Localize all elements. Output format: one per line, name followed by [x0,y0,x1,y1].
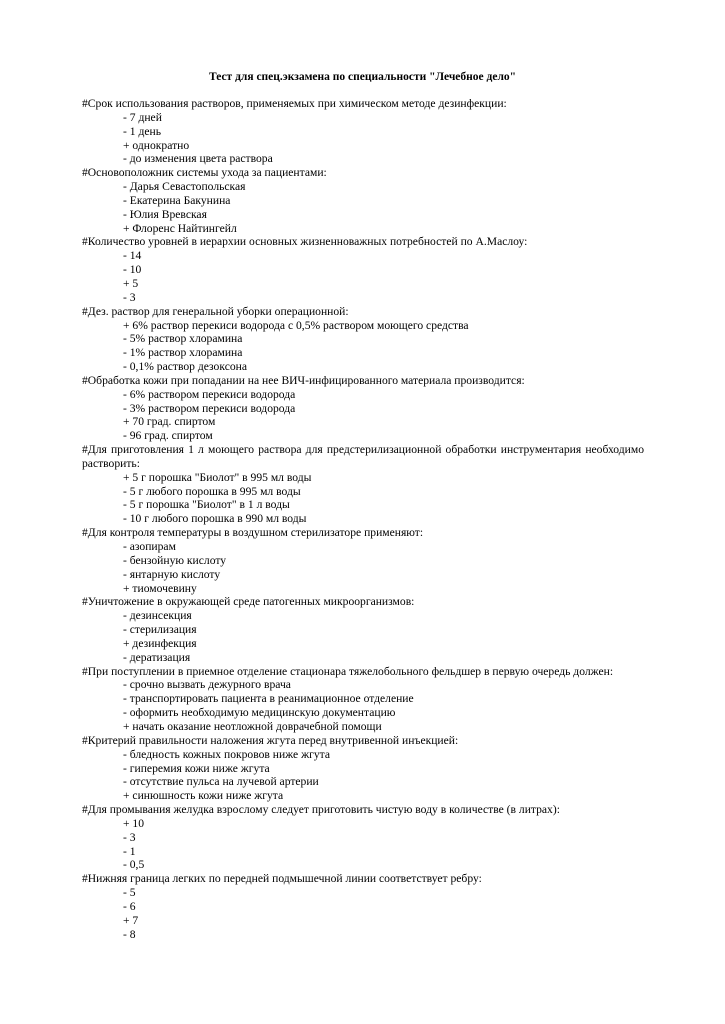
answer-option: - 3 [123,830,136,844]
question-text: #Уничтожение в окружающей среде патогенных микроорганизмов: [82,595,415,609]
answer-option: - 5 г порошка "Биолот" в 1 л воды [123,498,290,512]
answer-option: + Флоренс Найтингейл [123,221,237,235]
question-text: #Срок использования растворов, применяемых при химическом методе дезинфекции: [82,97,507,110]
answer-option: + 5 г порошка "Биолот" в 995 мл воды [123,470,312,484]
question-block [82,97,644,166]
answer-option: - 1% раствор хлорамина [123,346,243,360]
answer-option: - стерилизация [123,623,197,637]
answer-option: - 1 день [123,124,161,138]
answer-option: - 8 [123,927,136,941]
answer-option: - 3% раствором перекиси водорода [123,401,296,415]
answer-option: - янтарную кислоту [123,567,221,581]
answer-option: + 7 [123,913,139,927]
question-block [82,803,644,872]
question-text: #Критерий правильности наложения жгута перед внутривенной инъекцией: [82,733,459,747]
answer-option: + 5 [123,276,139,290]
answer-option: - 1 [123,844,136,858]
question-block [82,166,644,235]
answer-option: - 5 [123,886,136,900]
question-block [82,595,644,664]
question-text: #Для приготовления 1 л моющего раствора для предстерилизационной обработки инструментария необходимо растворить: [82,443,644,470]
answer-option: - 0,1% раствор дезоксона [123,360,247,374]
question-text: #Количество уровней в иерархии основных жизненноважных потребностей по А.Маслоу: [82,235,528,249]
question-block [82,526,644,595]
answer-option: - дезинсекция [123,609,192,623]
answer-option: - оформить необходимую медицинскую документацию [123,706,396,720]
question-text: #При поступлении в приемное отделение стационара тяжелобольного фельдшер в первую очередь должен: [82,664,614,678]
answer-option: + однократно [123,138,190,152]
answer-option: - 6 [123,899,136,913]
answer-option: + 70 град. спиртом [123,415,216,429]
question-text: #Основоположник системы ухода за пациентами: [82,166,327,180]
question-block [82,665,644,734]
question-text: #Дез. раствор для генеральной уборки операционной: [82,304,349,318]
answer-option: - 0,5 [123,858,145,872]
question-block [82,235,644,304]
question-block [82,734,644,803]
question-text: #Нижняя граница легких по передней подмышечной линии соответствует ребру: [82,872,482,886]
answer-option: + 6% раствор перекиси водорода с 0,5% раствором моющего средства [123,318,469,332]
answer-option: + дезинфекция [123,636,197,650]
answer-option: - 6% раствором перекиси водорода [123,387,296,401]
question-text: #Для промывания желудка взрослому следует приготовить чистую воду в количестве (в литрах): [82,803,560,817]
answer-option: - Дарья Севастопольская [123,180,246,194]
answer-option: + синюшность кожи ниже жгута [123,789,284,803]
question-text: #Для контроля температуры в воздушном стерилизаторе применяют: [82,526,424,540]
question-text: #Обработка кожи при попадании на нее ВИЧ-инфицированного материала производится: [82,373,525,387]
answer-option: - 10 г любого порошка в 990 мл воды [123,512,307,526]
question-block [82,374,644,443]
answer-option: - Юлия Вревская [123,207,207,221]
answer-option: + начать оказание неотложной доврачебной помощи [123,719,382,733]
answer-option: - 10 [123,263,142,277]
answer-option: + 10 [123,816,145,830]
question-block [82,305,644,374]
answer-option: - бензойную кислоту [123,553,227,567]
answer-option: - гиперемия кожи ниже жгута [123,761,270,775]
answer-option: - транспортировать пациента в реанимационное отделение [123,692,414,706]
answer-option: - 14 [123,249,142,263]
answer-option: - 5 г любого порошка в 995 мл воды [123,484,301,498]
question-block [82,872,644,941]
answer-option: - 5% раствор хлорамина [123,332,243,346]
answer-option: - срочно вызвать дежурного врача [123,678,291,692]
answer-option: - до изменения цвета раствора [123,152,273,166]
answer-option: - азопирам [123,540,176,553]
question-block [82,443,644,526]
answer-option: + тиомочевину [123,581,197,595]
questions-list [82,97,644,941]
answer-option: - 7 дней [123,110,162,124]
answer-option: - дератизация [123,650,191,664]
answer-option: - бледность кожных покровов ниже жгута [123,747,331,761]
answer-option: - Екатерина Бакунина [123,193,231,207]
answer-option: - 96 град. спиртом [123,429,213,443]
answer-option: - 3 [123,290,136,304]
document-title: Тест для спец.экзамена по специальности "Лечебное дело" [208,71,517,83]
answer-option: - отсутствие пульса на лучевой артерии [123,775,319,789]
